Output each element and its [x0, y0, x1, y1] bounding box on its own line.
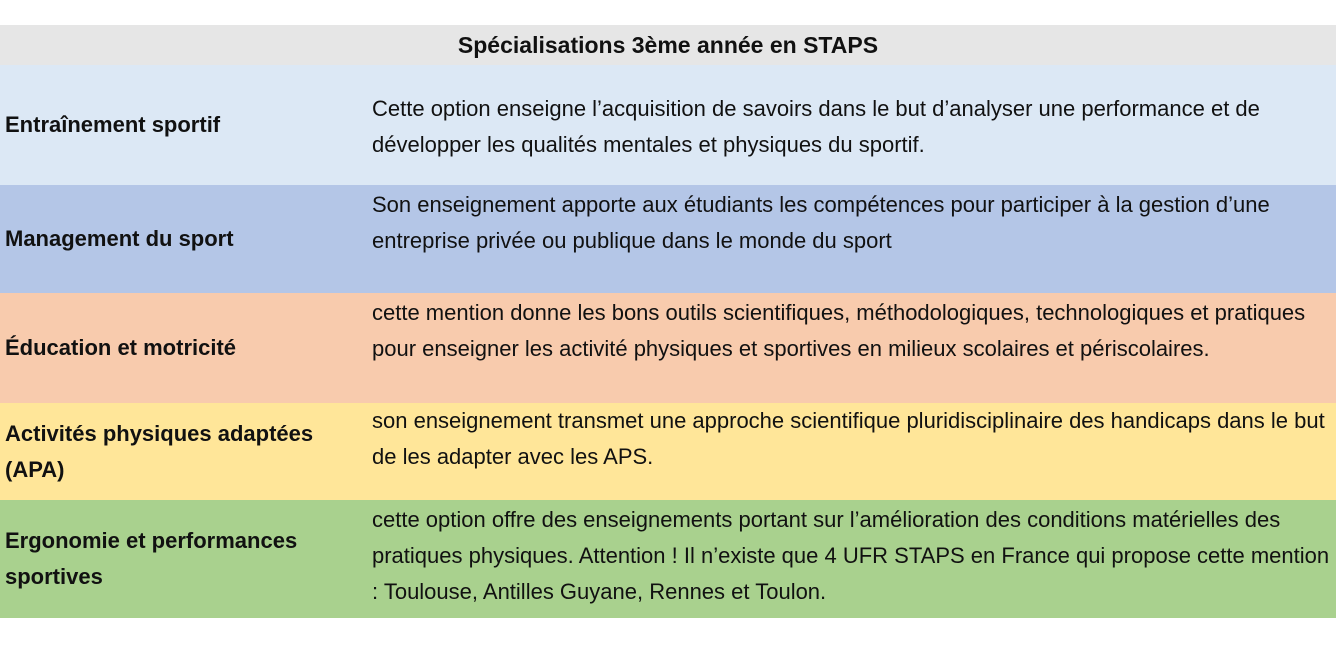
table-row [0, 65, 1336, 185]
table-row [0, 500, 1336, 618]
specialization-description: Son enseignement apporte aux étudiants les compétences pour participer à la gestion d’une entreprise privée ou publique dans le monde du sport [372, 192, 1270, 253]
table-row [0, 293, 1336, 403]
table-row [0, 185, 1336, 293]
specialization-description: cette mention donne les bons outils scientifiques, méthodologiques, technologiques et pratiques pour enseigner les activité physiques et sportives en milieux scolaires et périscolaires. [372, 300, 1306, 361]
table-title: Spécialisations 3ème année en STAPS [0, 25, 1336, 65]
specializations-table [0, 25, 1336, 618]
specialization-name: Activités physiques adaptées (APA) [5, 420, 314, 482]
specialization-description: Cette option enseigne l’acquisition de savoirs dans le but d’analyser une performance et de développer les qualités mentales et physiques du sportif. [372, 96, 1260, 157]
specialization-description: cette option offre des enseignements portant sur l’amélioration des conditions matérielles des pratiques physiques. Attention ! Il n’existe que 4 UFR STAPS en France qui propose cette mention : Toulouse, Antilles Guyane, Rennes et Toulon. [372, 507, 1330, 604]
specialization-description: son enseignement transmet une approche scientifique pluridisciplinaire des handicaps dans le but de les adapter avec les APS. [372, 408, 1325, 469]
table-row [0, 403, 1336, 500]
specialization-name: Entraînement sportif [5, 112, 221, 137]
specialization-name: Éducation et motricité [5, 335, 237, 360]
specialization-name: Management du sport [5, 226, 234, 251]
specialization-name: Ergonomie et performances sportives [5, 528, 298, 589]
